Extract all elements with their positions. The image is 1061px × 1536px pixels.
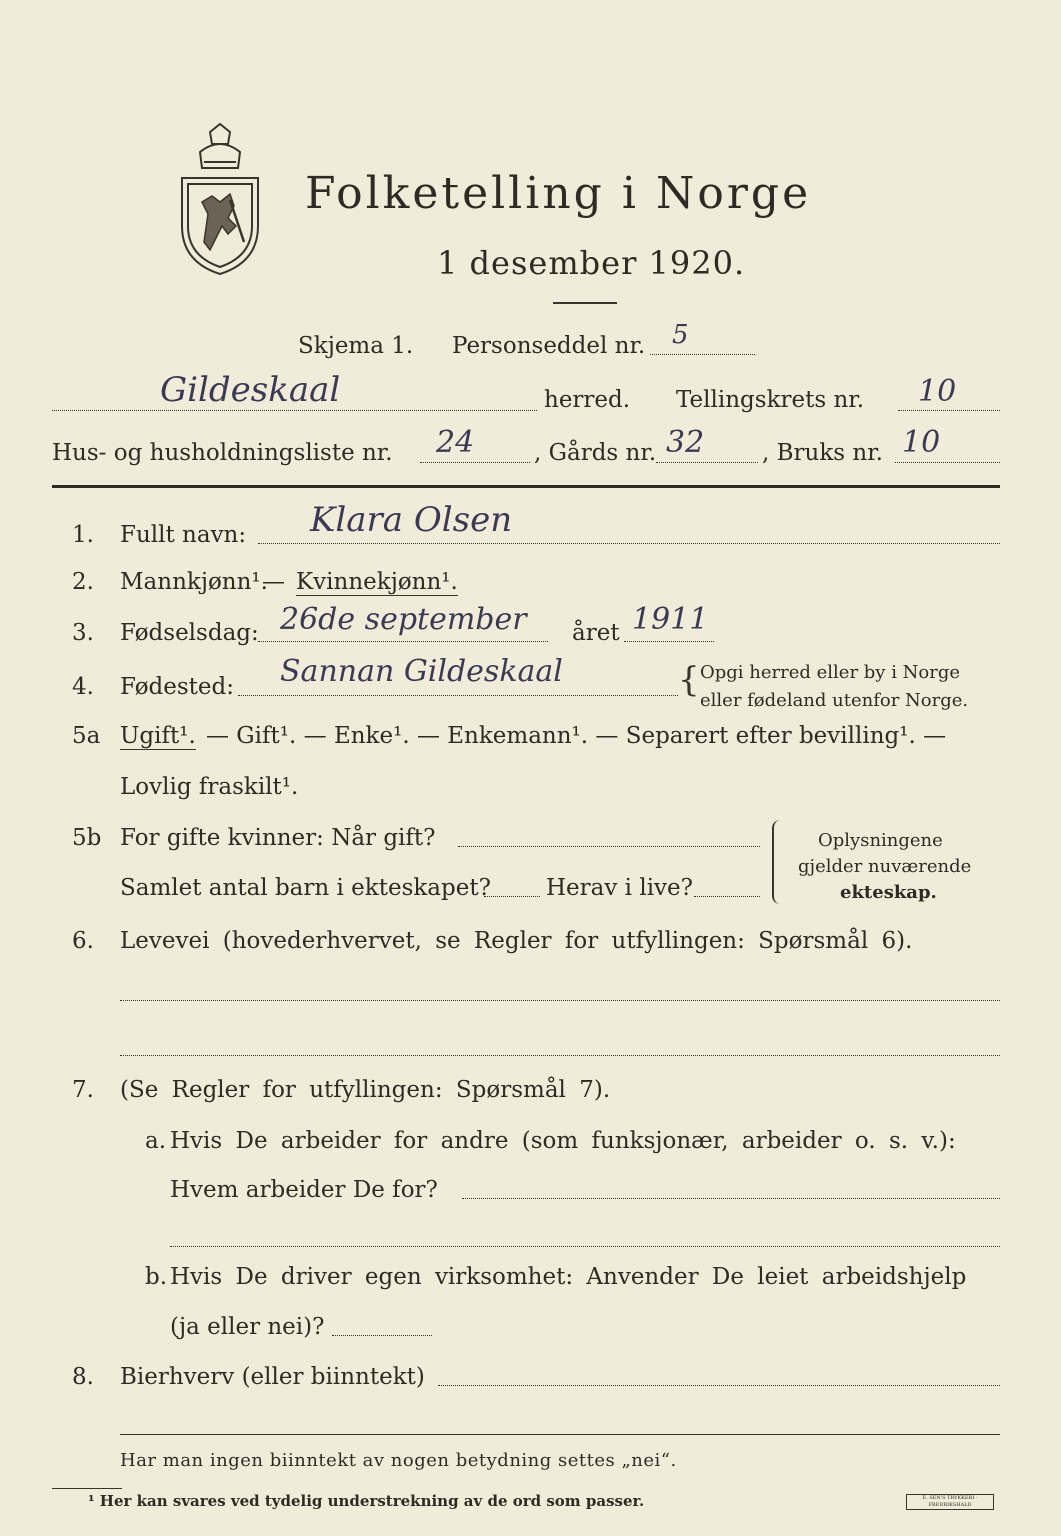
q7a-line-1[interactable] bbox=[462, 1198, 1000, 1199]
q6-line-1[interactable] bbox=[120, 1000, 1000, 1001]
gards-label: , Gårds nr. bbox=[534, 440, 657, 466]
q6-line-2[interactable] bbox=[120, 1055, 1000, 1056]
q6-number: 6. bbox=[72, 928, 94, 954]
q7a-who-label: Hvem arbeider De for? bbox=[170, 1177, 438, 1203]
q8-line[interactable] bbox=[438, 1385, 1000, 1386]
header-divider bbox=[52, 485, 1000, 488]
q5b-alive-label: Herav i live? bbox=[546, 875, 693, 901]
q3-year-line bbox=[624, 641, 714, 642]
q4-note-line2: eller fødeland utenfor Norge. bbox=[700, 690, 969, 711]
q5b-note-line2: gjelder nuværende bbox=[798, 856, 972, 877]
q8-label: Bierhverv (eller biinntekt) bbox=[120, 1364, 425, 1390]
q3-label: Fødselsdag: bbox=[120, 620, 259, 646]
q5b-children-label: Samlet antal barn i ekteskapet? bbox=[120, 875, 491, 901]
gards-value[interactable]: 32 bbox=[666, 425, 705, 460]
q3-year-value[interactable]: 1911 bbox=[632, 602, 709, 637]
form-title: Folketelling i Norge bbox=[305, 168, 812, 219]
q2-number: 2. bbox=[72, 569, 94, 595]
footer-note: Har man ingen biinntekt av nogen betydning settes „nei“. bbox=[120, 1450, 677, 1471]
bruks-line bbox=[895, 462, 1000, 463]
q2-separator: — bbox=[262, 569, 285, 595]
q5b-when-line bbox=[458, 846, 760, 847]
footnote: ¹ Her kan svares ved tydelig understrekning av de ord som passer. bbox=[88, 1492, 645, 1510]
q5a-number: 5a bbox=[72, 723, 101, 749]
personseddel-value[interactable]: 5 bbox=[672, 320, 689, 350]
q5b-alive-line bbox=[694, 896, 760, 897]
q3-line bbox=[258, 641, 548, 642]
q7-label: (Se Regler for utfyllingen: Spørsmål 7). bbox=[120, 1077, 611, 1103]
q4-label: Fødested: bbox=[120, 674, 235, 700]
q7b-line[interactable] bbox=[332, 1335, 432, 1336]
q4-note-line1: Opgi herred eller by i Norge bbox=[700, 662, 961, 683]
q5b-note-line3: ekteskap. bbox=[840, 882, 937, 903]
herred-line bbox=[52, 410, 537, 411]
personseddel-label: Personseddel nr. bbox=[452, 333, 646, 359]
bruks-label: , Bruks nr. bbox=[762, 440, 883, 466]
q1-number: 1. bbox=[72, 522, 94, 548]
q5b-children-line bbox=[484, 896, 540, 897]
tellingskrets-line bbox=[898, 410, 1000, 411]
footer-divider bbox=[120, 1434, 1000, 1435]
q7b-jn-label: (ja eller nei)? bbox=[170, 1314, 325, 1340]
q1-line bbox=[258, 543, 1000, 544]
q8-number: 8. bbox=[72, 1364, 94, 1390]
q3-number: 3. bbox=[72, 620, 94, 646]
herred-value[interactable]: Gildeskaal bbox=[160, 370, 341, 410]
q1-label: Fullt navn: bbox=[120, 522, 247, 548]
q5b-number: 5b bbox=[72, 825, 102, 851]
q2-male[interactable]: Mannkjønn¹. bbox=[120, 569, 268, 595]
q5b-label: For gifte kvinner: Når gift? bbox=[120, 825, 436, 851]
q4-brace: { bbox=[678, 660, 700, 700]
coat-of-arms-icon bbox=[172, 122, 268, 278]
q7b-letter: b. bbox=[145, 1264, 168, 1290]
schema-label: Skjema 1. bbox=[298, 333, 414, 359]
q6-label: Levevei (hovederhvervet, se Regler for utfyllingen: Spørsmål 6). bbox=[120, 928, 913, 954]
title-divider bbox=[553, 302, 617, 304]
herred-label: herred. bbox=[544, 387, 631, 413]
hus-value[interactable]: 24 bbox=[436, 425, 475, 460]
q3-value[interactable]: 26de september bbox=[280, 602, 527, 637]
q5a-fraskilt[interactable]: Lovlig fraskilt¹. bbox=[120, 774, 299, 800]
printer-stamp: E. SEN'S TRYKKERI · FREDRIKSHALD bbox=[906, 1494, 994, 1510]
hus-label: Hus- og husholdningsliste nr. bbox=[52, 440, 393, 466]
q7a-line-2[interactable] bbox=[170, 1246, 1000, 1247]
tellingskrets-label: Tellingskrets nr. bbox=[676, 387, 865, 413]
q5b-brace bbox=[772, 820, 782, 904]
q4-line bbox=[238, 695, 678, 696]
q7-number: 7. bbox=[72, 1077, 94, 1103]
bruks-value[interactable]: 10 bbox=[902, 425, 941, 460]
footnote-divider bbox=[52, 1488, 122, 1489]
form-date: 1 desember 1920. bbox=[437, 244, 746, 282]
q7a-letter: a. bbox=[145, 1128, 167, 1154]
q5a-options[interactable]: — Gift¹. — Enke¹. — Enkemann¹. — Separert efter bevilling¹. — bbox=[206, 723, 947, 749]
q2-female[interactable]: Kvinnekjønn¹. bbox=[296, 569, 458, 595]
gards-line bbox=[656, 462, 758, 463]
tellingskrets-value[interactable]: 10 bbox=[918, 374, 957, 409]
q4-number: 4. bbox=[72, 674, 94, 700]
q1-value[interactable]: Klara Olsen bbox=[310, 500, 513, 540]
q5a-ugift[interactable]: Ugift¹. bbox=[120, 723, 196, 749]
personseddel-line bbox=[650, 354, 755, 355]
q3-year-label: året bbox=[572, 620, 620, 646]
hus-line bbox=[420, 462, 530, 463]
q4-value[interactable]: Sannan Gildeskaal bbox=[280, 654, 563, 689]
q7a-label: Hvis De arbeider for andre (som funksjonær, arbeider o. s. v.): bbox=[170, 1128, 956, 1154]
q7b-label: Hvis De driver egen virksomhet: Anvender De leiet arbeidshjelp bbox=[170, 1264, 967, 1290]
q5b-note-line1: Oplysningene bbox=[818, 830, 943, 851]
